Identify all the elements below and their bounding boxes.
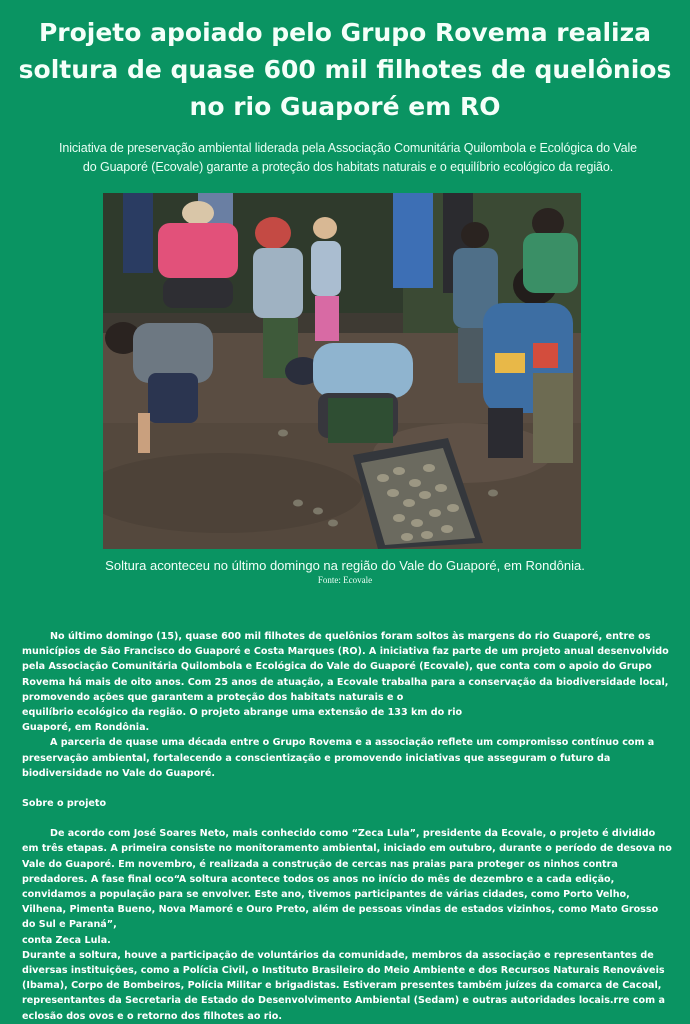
article-paragraph-1: No último domingo (15), quase 600 mil filhotes de quelônios foram soltos às margens do rio Guaporé, entre os municípios de São Francisco do Guaporé e Costa Marques (RO). A iniciativa faz parte de um projeto anual desenvolvido pela Associação Comunitária Quilombola e Ecológica do Vale do Guaporé (Ecovale), que conta com o apoio do Grupo Rovema há mais de oito anos. Com 25 anos de atuação, a Ecovale trabalha para a conservação da biodiversidade local, promovendo ações que garantem a proteção dos habitats naturais e o [22, 631, 669, 703]
article-paragraph-1c: Guaporé, em Rondônia. [22, 722, 150, 734]
photo-caption: Soltura aconteceu no último domingo na região do Vale do Guaporé, em Rondônia. [105, 558, 585, 573]
photo-credit: Fonte: Ecovale [317, 575, 373, 585]
article-body [22, 629, 674, 1024]
subtitle: Iniciativa de preservação ambiental liderada pela Associação Comunitária Quilombola e Ecológica do Vale do Guaporé (Ecovale) garante a proteção dos habitats naturais e o equilíbrio ecológico da região. [58, 141, 637, 174]
spacer [22, 781, 674, 796]
article-paragraph-4: Durante a soltura, houve a participação de voluntários da comunidade, membros da associação e representantes de diversas instituições, como a Polícia Civil, o Instituto Brasileiro do Meio Ambiente e dos Recursos Naturais Renováveis (Ibama), Corpo de Bombeiros, Polícia Militar e brigadistas. Estiveram presentes também juízes da comarca de Cacoal, representantes da Secretaria de Estado do Desenvolvimento Ambiental (Sedam) e outras autoridades locais.rre com a eclosão dos ovos e o retorno dos filhotes ao rio. [22, 949, 665, 1022]
article-paragraph-3: De acordo com José Soares Neto, mais conhecido como “Zeca Lula”, presidente da Ecovale, o projeto é dividido em três etapas. A primeira consiste no monitoramento ambiental, iniciado em outubro, durante o período de desova no Vale do Guaporé. Em novembro, é realizada a construção de cercas nas praias para proteger os ninhos contra predadores. A fase final oco“A soltura acontece todos os anos no início do mês de dezembro e a cada edição, convidamos a população para se envolver. Este ano, tivemos participantes de várias cidades, como Porto Velho, Vilhena, Pimenta Bueno, Nova Mamoré e Ouro Preto, além de pessoas vindas de estados vizinhos, como Mato Grosso do Sul e Paraná”, [22, 828, 672, 931]
section-title: Sobre o projeto [22, 798, 107, 810]
photo-illustration [103, 193, 581, 549]
turtle-release-photo [103, 193, 581, 549]
article-paragraph-3b: conta Zeca Lula. [22, 934, 111, 946]
spacer [22, 811, 674, 826]
article-paragraph-1b: equilíbrio ecológico da região. O projeto abrange uma extensão de 133 km do rio [22, 707, 463, 719]
headline: Projeto apoiado pelo Grupo Rovema realiza soltura de quase 600 mil filhotes de quelônios no rio Guaporé em RO [18, 18, 672, 121]
article-paragraph-2: A parceria de quase uma década entre o Grupo Rovema e a associação reflete um compromisso contínuo com a preservação ambiental, fortalecendo a conscientização e promovendo iniciativas que asseguram o futuro da biodiversidade no Vale do Guaporé. [22, 737, 655, 779]
